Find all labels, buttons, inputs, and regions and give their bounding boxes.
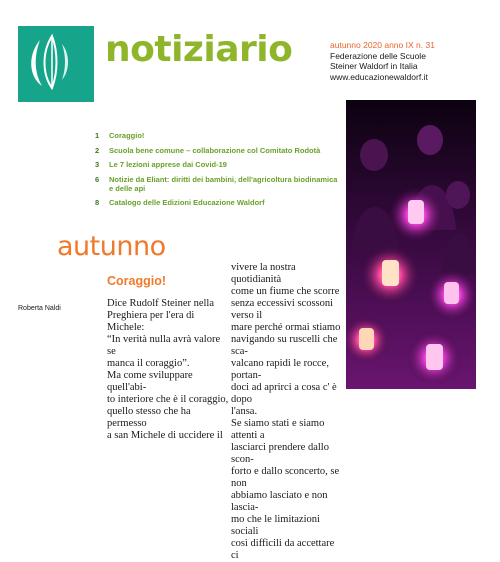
text-line: forto e dallo sconcerto, se non [231,466,340,489]
text-line: come un fiume che scorre [231,286,340,297]
toc-item[interactable] [95,146,340,155]
article-column-2 [231,262,344,562]
leaf-logo-icon [18,26,94,102]
logo-text-line2: Waldorf [57,112,78,118]
toc-item[interactable] [95,198,340,207]
toc-item[interactable] [95,175,340,193]
lantern-photo [346,100,476,389]
section-title: autunno [57,231,166,262]
lantern-photo-icon [346,100,476,389]
text-line: a san Michele di uccidere il [107,430,223,441]
text-line: lasciarci prendere dallo scon- [231,442,329,465]
text-line: così difficili da accettare ci [231,538,335,561]
toc-title: Scuola bene comune – collaborazione col Comitato Rodotà [109,145,321,155]
article-title: Coraggio! [107,274,167,288]
toc-page-number: 6 [95,174,100,184]
toc-item[interactable] [95,131,340,140]
masthead-title: notiziario [105,29,293,70]
publisher-line2: Steiner Waldorf in Italia [330,61,418,71]
toc-page-number: 2 [95,145,100,155]
logo [18,26,94,118]
text-line: senza eccessivi scossoni verso il [231,298,334,321]
publisher-line1: Federazione delle Scuole [330,50,426,61]
text-line: valcano rapidi le rocce, portan- [231,358,329,381]
logo-text-line1: Educazione [57,106,89,112]
text-line: “In verità nulla avrà valore se [107,334,221,357]
toc-page-number: 1 [95,131,100,140]
text-line: Se siamo stati e siamo attenti a [231,418,325,441]
website-link[interactable]: www.educazionewaldorf.it [330,71,428,82]
table-of-contents [95,131,340,213]
text-line: quello stesso che ha permesso [107,406,191,429]
text-line: Ma come sviluppare quell'abi- [107,370,193,393]
article-author: Roberta Naldi [18,305,61,312]
issue-number: autunno 2020 anno IX n. 31 [330,40,435,50]
toc-page-number: 8 [95,198,100,207]
text-line: abbiamo lasciato e non lascia- [231,490,328,513]
article-column-1 [107,298,229,442]
toc-title: Notizie da Eliant: diritti dei bambini, dell'agricoltura biodinamica e delle api [109,174,338,193]
text-line: to interiore che è il coraggio, [107,394,229,405]
text-line: Preghiera per l'era di Michele: [107,310,195,333]
text-line: Dice Rudolf Steiner nella [107,298,215,309]
text-line: vivere la nostra quotidianità [231,262,296,285]
toc-title: Catalogo delle Edizioni Educazione Waldorf [109,198,265,207]
text-line: navigando su ruscelli che sca- [231,334,338,357]
logo-text [57,106,91,118]
toc-item[interactable] [95,160,340,169]
text-line: manca il coraggio”. [107,358,190,369]
toc-title: Le 7 lezioni apprese dai Covid-19 [109,160,227,169]
text-line: l'ansa. [231,406,258,417]
text-line: mare perché ormai stiamo [231,322,341,333]
text-line: doci ad aprirci a cosa c' è dopo [231,382,337,405]
issue-info [330,40,495,82]
toc-page-number: 3 [95,160,100,169]
text-line: mo che le limitazioni sociali [231,514,320,537]
toc-title: Coraggio! [109,131,145,140]
